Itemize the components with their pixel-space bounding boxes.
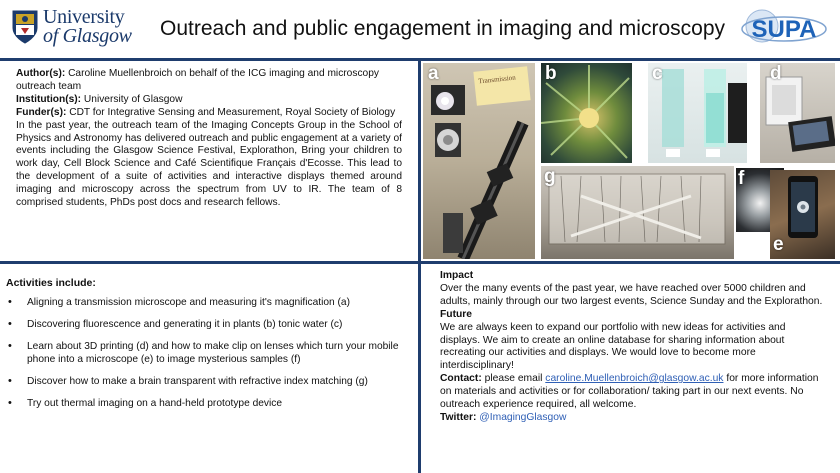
impact-heading: Impact [440,270,474,281]
glasgow-shield-icon [12,10,38,44]
tank-illustration [541,166,734,259]
funder-value: CDT for Integrative Sensing and Measurement, Royal Society of Biology [69,106,396,118]
poster-header [0,0,840,58]
activity-item: • Aligning a transmission microscope and measuring it's magnification (a) [6,296,411,309]
photo-f-label: f [738,168,745,189]
funder-line [16,107,402,120]
university-line2: of Glasgow [43,25,132,47]
page-title: Outreach and public engagement in imaging and microscopy [160,17,726,40]
university-line1: University [43,6,125,28]
microscope-illustration [423,63,535,259]
impact-future-contact-section [440,270,828,425]
photo-d-3d-printer [760,63,835,163]
photo-c-tonic-water [648,63,747,163]
contact-text-before: please email [481,373,546,385]
supa-logo [740,8,828,50]
activities-list [6,296,411,410]
future-text: We are always keen to expand our portfolio with new ideas for activities and displays. We aim to create an online database for sharing information about recreating our activities and displays. We would love to become more interdisciplinary! [440,321,786,372]
activity-item: • Discovering fluorescence and generating it in plants (b) tonic water (c) [6,318,411,331]
impact-text: Over the many events of the past year, we have reached over 5000 children and adults, mainly through our two largest events, Science Sunday and the Explorathon. [440,282,823,307]
author-info-block [16,68,402,210]
institution-label: Institution(s): [16,93,82,105]
activity-item: • Discover how to make a brain transparent with refractive index matching (g) [6,375,411,388]
photo-e-label: e [773,234,784,255]
project-description: In the past year, the outreach team of the Imaging Concepts Group in the School of Physics and Astronomy has delivered outreach and public engagement at a variety of events including the Glasgow Science Festival, Explorathon, Bring your children to work day, Cell Block Science and Café Scientifique Français d'Ecosse. This lead to the development of a suite of activities and interactive displays themed around imaging and microscopy across the spectrum from UV to IR. The team of 8 comprised students, PhDs post docs and research fellows. [16,119,402,209]
photo-e-phone-microscope [770,170,835,259]
photo-g-label: g [544,166,556,187]
contact-label: Contact: [440,373,482,385]
university-wordmark [43,8,132,46]
author-value: Caroline Muellenbroich on behalf of the ICG imaging and microscopy outreach team [16,68,379,92]
contact-email-link[interactable]: caroline.Muellenbroich@glasgow.ac.uk [545,373,724,385]
photo-c-label: c [652,63,663,84]
university-of-glasgow-logo [12,8,137,52]
twitter-handle-link[interactable]: @ImagingGlasgow [479,411,567,423]
photo-a-transmission-microscope [423,63,535,259]
institution-value: University of Glasgow [83,93,183,105]
supa-logo-text: SUPA [751,16,817,43]
photo-g-transparent-brain [541,166,734,259]
photo-b-label: b [545,63,557,84]
activities-section [6,277,411,419]
contact-paragraph [440,373,828,412]
activity-item: • Try out thermal imaging on a hand-held prototype device [6,397,411,410]
funder-label: Funder(s): [16,106,67,118]
twitter-label: Twitter: [440,411,477,423]
photo-d-label: d [770,63,782,84]
contact-text-after: for more information on materials and activities or for collaboration/ taking part in our next events. No outreach experience required, all welcome. [440,373,819,411]
vertical-divider [418,61,421,473]
institution-line [16,94,402,107]
activities-heading: Activities include: [6,277,96,289]
photo-a-sign-text: Transmission [477,73,517,86]
author-line [16,68,402,94]
photo-a-label: a [428,63,439,84]
activity-item: • Learn about 3D printing (d) and how to make clip on lenses which turn your mobile phone into a microscope (e) to image mysterious samples (f) [6,340,411,366]
author-label: Author(s): [16,68,66,79]
twitter-line [440,412,828,425]
middle-divider [0,261,840,264]
photo-b-fluorescent-plant [541,63,632,163]
future-heading: Future [440,308,473,320]
